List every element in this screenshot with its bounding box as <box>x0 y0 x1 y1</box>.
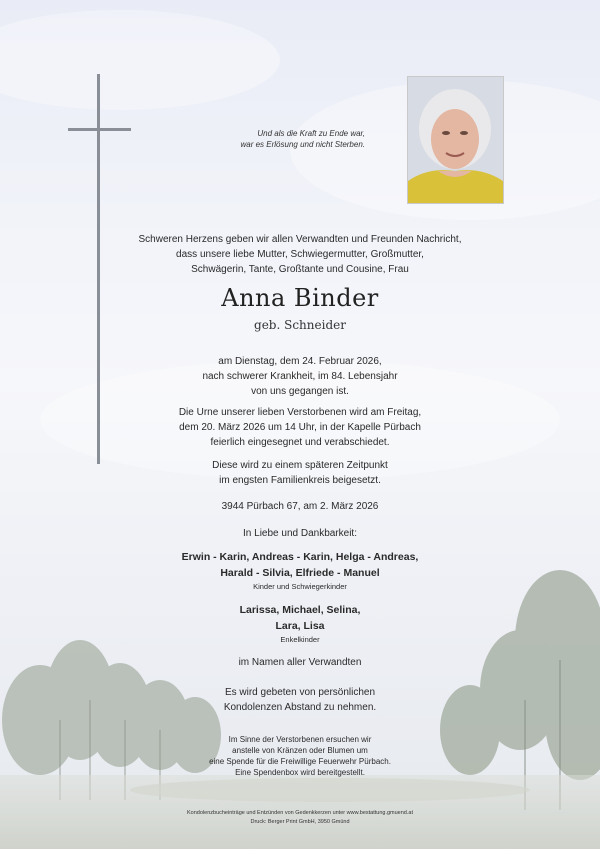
donation-line: Im Sinne der Verstorbenen ersuchen wir <box>228 735 372 744</box>
ceremony-notice <box>0 405 600 450</box>
children-names-line: Harald - Silvia, Elfriede - Manuel <box>220 567 380 579</box>
gratitude-line: In Liebe und Dankbarkeit: <box>243 528 357 539</box>
grandchildren-names-line: Lara, Lisa <box>275 620 325 632</box>
place-date: 3944 Pürbach 67, am 2. März 2026 <box>221 501 379 512</box>
death-line: nach schwerer Krankheit, im 84. Lebensjahr <box>202 371 398 382</box>
ceremony-line: feierlich eingesegnet und verabschiedet. <box>210 437 390 448</box>
donation-line: eine Spende für die Freiwillige Feuerwehr Pürbach. <box>209 757 391 766</box>
condolence-line: Es wird gebeten von persönlichen <box>224 687 376 698</box>
relatives-line: im Namen aller Verwandten <box>238 657 362 668</box>
children-caption: Kinder und Schwiegerkinder <box>253 582 347 591</box>
donation-line: anstelle von Kränzen oder Blumen um <box>232 746 368 755</box>
intro-line: Schweren Herzens geben wir allen Verwandten und Freunden Nachricht, <box>138 234 462 245</box>
burial-notice <box>0 458 600 488</box>
death-line: am Dienstag, dem 24. Februar 2026, <box>218 356 382 367</box>
quote-line: Und als die Kraft zu Ende war, <box>257 129 365 138</box>
footer-line: Kondolenzbucheinträge und Entzünden von Gedenkkerzen unter www.bestattung.gmuend.at <box>187 810 413 816</box>
intro-line: Schwägerin, Tante, Großtante und Cousine, Frau <box>191 264 409 275</box>
condolence-request <box>0 685 600 715</box>
grandchildren-names-line: Larissa, Michael, Selina, <box>239 604 361 616</box>
children-group <box>0 549 600 592</box>
death-line: von uns gegangen ist. <box>251 386 349 397</box>
condolence-line: Kondolenzen Abstand zu nehmen. <box>223 702 377 713</box>
quote-line: war es Erlösung und nicht Sterben. <box>240 140 365 149</box>
death-notice <box>0 354 600 399</box>
cross-horizontal-bar <box>68 128 131 131</box>
memorial-quote <box>180 128 365 150</box>
portrait-illustration <box>408 77 503 203</box>
burial-line: Diese wird zu einem späteren Zeitpunkt <box>212 460 388 471</box>
footer-line: Druck: Berger Print GmbH, 3950 Gmünd <box>250 819 350 825</box>
maiden-name: geb. Schneider <box>254 318 346 332</box>
grandchildren-caption: Enkelkinder <box>280 635 320 644</box>
burial-line: im engsten Familienkreis beigesetzt. <box>219 475 381 486</box>
announcement-intro <box>0 232 600 277</box>
ceremony-line: Die Urne unserer lieben Verstorbenen wird am Freitag, <box>178 407 422 418</box>
children-names-line: Erwin - Karin, Andreas - Karin, Helga - Andreas, <box>181 551 419 563</box>
donation-line: Eine Spendenbox wird bereitgestellt. <box>235 768 365 777</box>
deceased-name: Anna Binder <box>221 284 379 312</box>
ceremony-line: dem 20. März 2026 um 14 Uhr, in der Kapelle Pürbach <box>179 422 421 433</box>
intro-line: dass unsere liebe Mutter, Schwiegermutter, Großmutter, <box>176 249 424 260</box>
portrait-photo <box>407 76 504 204</box>
grandchildren-group <box>0 602 600 645</box>
donation-request <box>0 734 600 778</box>
footer <box>0 809 600 827</box>
